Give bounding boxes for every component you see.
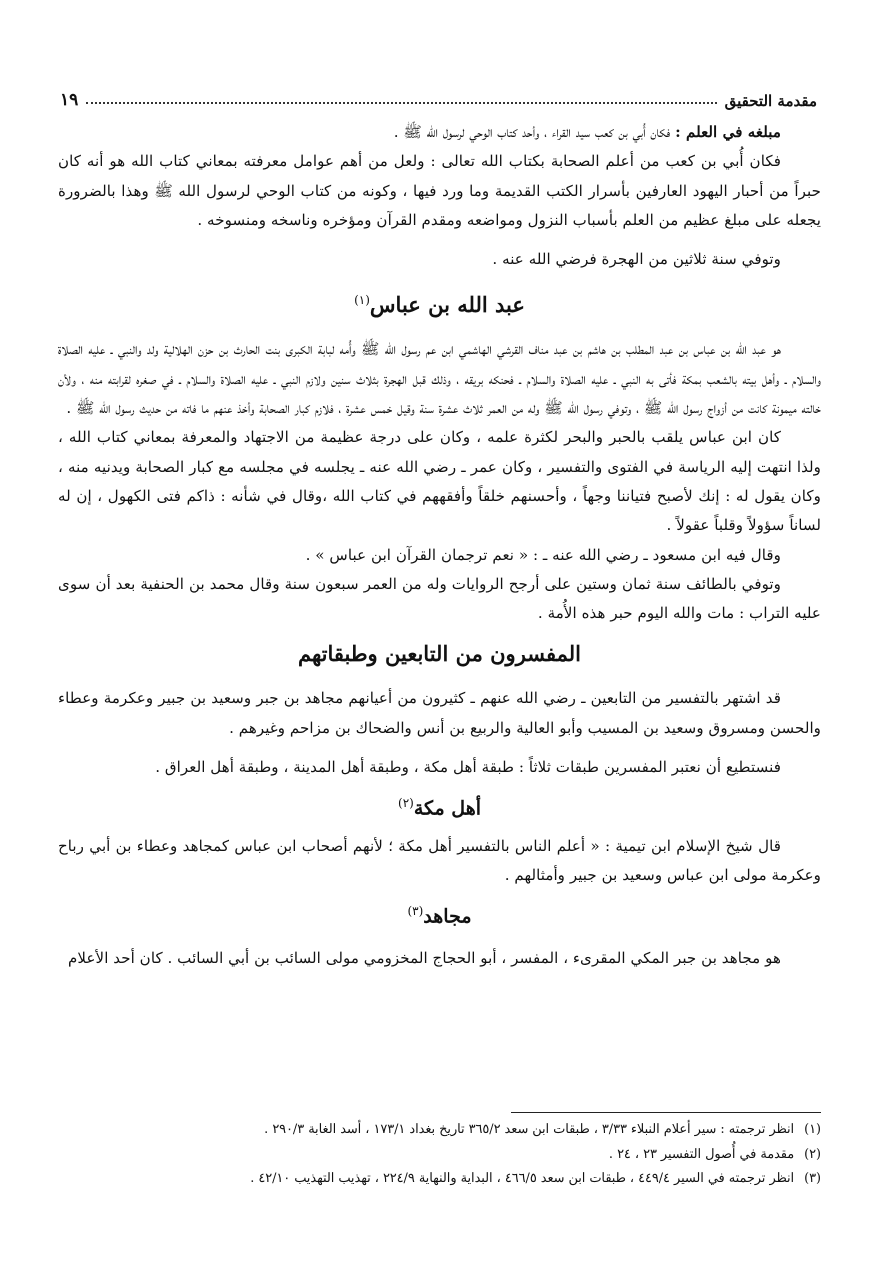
footnote-ref: (٢) <box>398 796 414 811</box>
paragraph: فنستطيع أن نعتبر المفسرين طبقات ثلاثاً : طبقة أهل مكة ، وطبقة أهل المدينة ، وطبقة أهل العراق . <box>155 758 781 777</box>
footnote <box>60 1118 821 1143</box>
footnote-number: (٢) <box>804 1146 821 1162</box>
main-text <box>58 118 821 973</box>
section-heading <box>58 894 821 933</box>
running-header <box>60 80 817 110</box>
section-heading <box>58 280 821 325</box>
paragraph: قد اشتهر بالتفسير من التابعين ـ رضي الله عنهم ـ كثيرون من أعيانهم مجاهد بن جبر وسعيد بن جبير وعكرمة وعطاء والحسن ومسروق وسعيد بن المسيب وأبو العالية والربيع بن أنس والضحاك بن مزاحم وغيرهم . <box>58 689 821 737</box>
footnote-number: (١) <box>804 1122 821 1137</box>
heading-text: عبد الله بن عباس <box>369 292 525 318</box>
paragraph: وقال فيه ابن مسعود ـ رضي الله عنه ـ : « نعم ترجمان القرآن ابن عباس » . <box>305 545 781 564</box>
paragraph: كان ابن عباس يلقب بالحبر والبحر لكثرة علمه ، وكان على درجة عظيمة من الاجتهاد والمعرفة بمعاني كتاب الله ، ولذا انتهت إليه الرياسة في الفتوى والتفسير ، وكان عمر ـ رضي الله عنه ـ يجلسه في مجلسه مع كبار الصحابة ويدنيه منه ، وكان يقول له : إنك لأصبح فتياننا وجهاً ، وأحسنهم خلقاً وأفقههم في كتاب الله ،وقال في شأنه : ذاكم فتى الكهول ، إن له لساناً سؤولاً وقلباً عقولاً . <box>58 428 821 535</box>
page-number: ١٩ <box>60 90 79 110</box>
paragraph: هو عبد الله بن عباس بن عبد المطلب بن هاشم بن عبد مناف القرشي الهاشمي ابن عم رسول الله ﷺ وأُمه لبابة الكبرى بنت الحارث بن حزن الهلالية ولد والنبي ـ عليه الصلاة والسلام ـ وأهل بيته بالشعب بمكة فأتى به النبي ـ عليه الصلاة والسلام ـ فحنكه بريقه ، وذلك قبل الهجرة بثلاث سنين ولازم النبي ـ عليه الصلاة والسلام ـ في صغره لقرابته منه ، ولأن خالته ميمونة كانت من أزواج رسول الله ﷺ ، وتوفي رسول الله ﷺ وله من العمر ثلاث عشرة سنة وقيل خمس عشرة ، فلازم كبار الصحابة وأخذ عنهم ما فاته من حديث رسول الله ﷺ . <box>58 340 821 418</box>
paragraph: هو مجاهد بن جبر المكي المقرىء ، المفسر ، أبو الحجاج المخزومي مولى السائب بن أبي السائب . كان أحد الأعلام <box>68 948 781 967</box>
paragraph: وتوفي سنة ثلاثين من الهجرة فرضي الله عنه . <box>492 250 781 269</box>
footnotes <box>60 1118 821 1192</box>
footnote <box>60 1167 821 1192</box>
header-leader-dots <box>86 102 716 104</box>
heading-text: مجاهد <box>423 905 472 928</box>
paragraph: وتوفي بالطائف سنة ثمان وستين على أرجح الروايات وله من العمر سبعون سنة وقال محمد بن الحنفية بعد أن سوى عليه التراب : مات والله اليوم حبر هذه الأُمة . <box>58 574 821 623</box>
heading-text: أهل مكة <box>413 797 481 820</box>
footnote-text: انظر ترجمته : سير أعلام النبلاء ٣/٣٣ ، طبقات ابن سعد ٣٦٥/٢ تاريخ بغداد ١٧٣/١ ، أسد الغابة ٢٩٠/٣ . <box>264 1122 795 1137</box>
section-heading <box>58 786 821 825</box>
paragraph <box>58 118 821 147</box>
running-title: مقدمة التحقيق <box>724 92 817 110</box>
footnote-text: مقدمة في أُصول التفسير ٢٣ ، ٢٤ . <box>608 1146 795 1162</box>
footnote-ref: (٣) <box>407 904 424 919</box>
footnote-divider <box>511 1112 821 1113</box>
footnote-text: انظر ترجمته في السير ٤٤٩/٤ ، طبقات ابن سعد ٤٦٦/٥ ، البداية والنهاية ٢٢٤/٩ ، تهذيب التهذيب ٤٢/١٠ . <box>250 1171 795 1186</box>
section-heading: المفسرون من التابعين وطبقاتهم <box>297 641 582 667</box>
section-lead: مبلغه في العلم : <box>675 123 781 141</box>
paragraph-text: فكان أُبي بن كعب سيد القراء ، وأحد كتاب الوحي لرسول الله ﷺ . <box>393 123 671 141</box>
paragraph: فكان أُبي بن كعب من أعلم الصحابة بكتاب الله تعالى : ولعل من أهم عوامل معرفته بمعاني كتاب الله هو أنه كان حبراً من أحبار اليهود العارفين بأسرار الكتب القديمة وما ورد فيها ، وكونه من كتاب الوحي لرسول الله ﷺ وهذا بالضرورة يجعله على مبلغ عظيم من العلم بأسباب النزول ومواضعه ومقدم القرآن ومؤخره وناسخه ومنسوخه . <box>58 152 821 229</box>
footnote-ref: (١) <box>354 293 370 308</box>
footnote-number: (٣) <box>804 1171 821 1186</box>
footnote <box>60 1143 821 1168</box>
paragraph: قال شيخ الإسلام ابن تيمية : « أعلم الناس بالتفسير أهل مكة ؛ لأنهم أصحاب ابن عباس كمجاهد وعطاء بن أبي رباح وعكرمة مولى ابن عباس وسعيد بن جبير وأمثالهم . <box>58 836 821 884</box>
